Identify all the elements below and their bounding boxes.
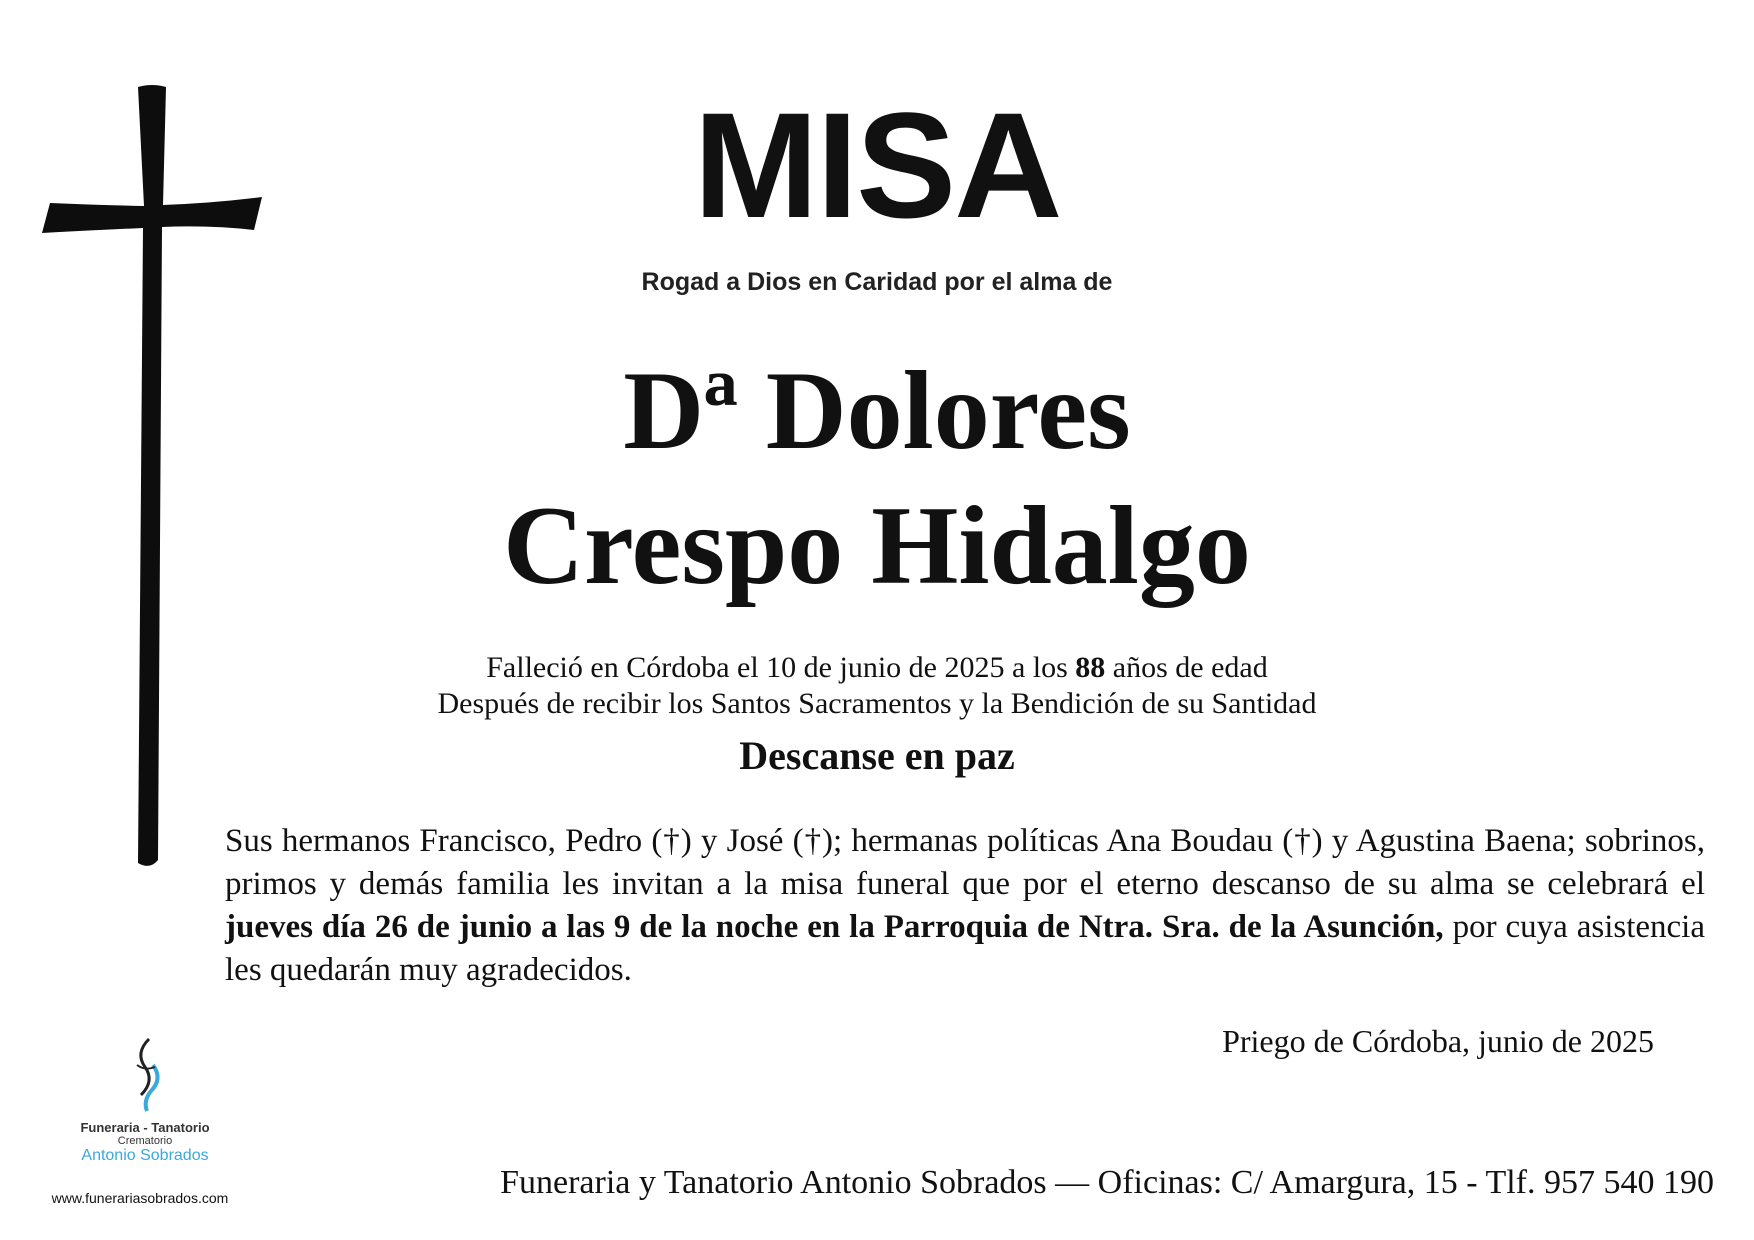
age-value: 88 [1075,651,1106,684]
subtitle: Rogad a Dios en Caridad por el alma de [641,268,1113,296]
funeral-home-logo [30,1035,260,1165]
page-title: MISA [693,81,1061,249]
rest-in-peace: Descanse en paz [739,733,1015,778]
deceased-name-line2: Crespo Hidalgo [503,484,1251,608]
death-info-line2: Después de recibir los Santos Sacramentos y la Bendición de su Santidad [437,687,1317,720]
invitation-part2: por cuya asistencia les quedarán muy agradecidos. [225,909,1705,988]
invitation-part1: Sus hermanos Francisco, Pedro (†) y José (†); hermanas políticas Ana Boudau (†) y Agustina Baena; sobrinos, primos y demás familia les invitan a la misa funeral que por el eterno descanso de su alma se celebrará el [225,823,1705,902]
logo-text-line1: Funeraria - Tanatorio [80,1120,210,1135]
death-info-pre: Falleció en Córdoba el 10 de junio de 2025 a los [486,651,1076,684]
invitation-text [225,820,1705,992]
place-date: Priego de Córdoba, junio de 2025 [1222,1023,1654,1059]
logo-icon [115,1035,175,1115]
logo-text-line3: Antonio Sobrados [81,1147,209,1164]
invitation-bold: jueves día 26 de junio a las 9 de la noche en la Parroquia de Ntra. Sra. de la Asunción, [225,909,1444,945]
deceased-name-line1: Dª Dolores [623,349,1131,473]
footer-contact: Funeraria y Tanatorio Antonio Sobrados — Oficinas: C/ Amargura, 15 - Tlf. 957 540 190 [500,1164,1714,1201]
website-url: www.funerariasobrados.com [51,1190,229,1206]
death-info-line1 [0,650,1754,686]
logo-text-line2: Crematorio [117,1135,173,1147]
death-info-post: años de edad [1105,651,1268,684]
